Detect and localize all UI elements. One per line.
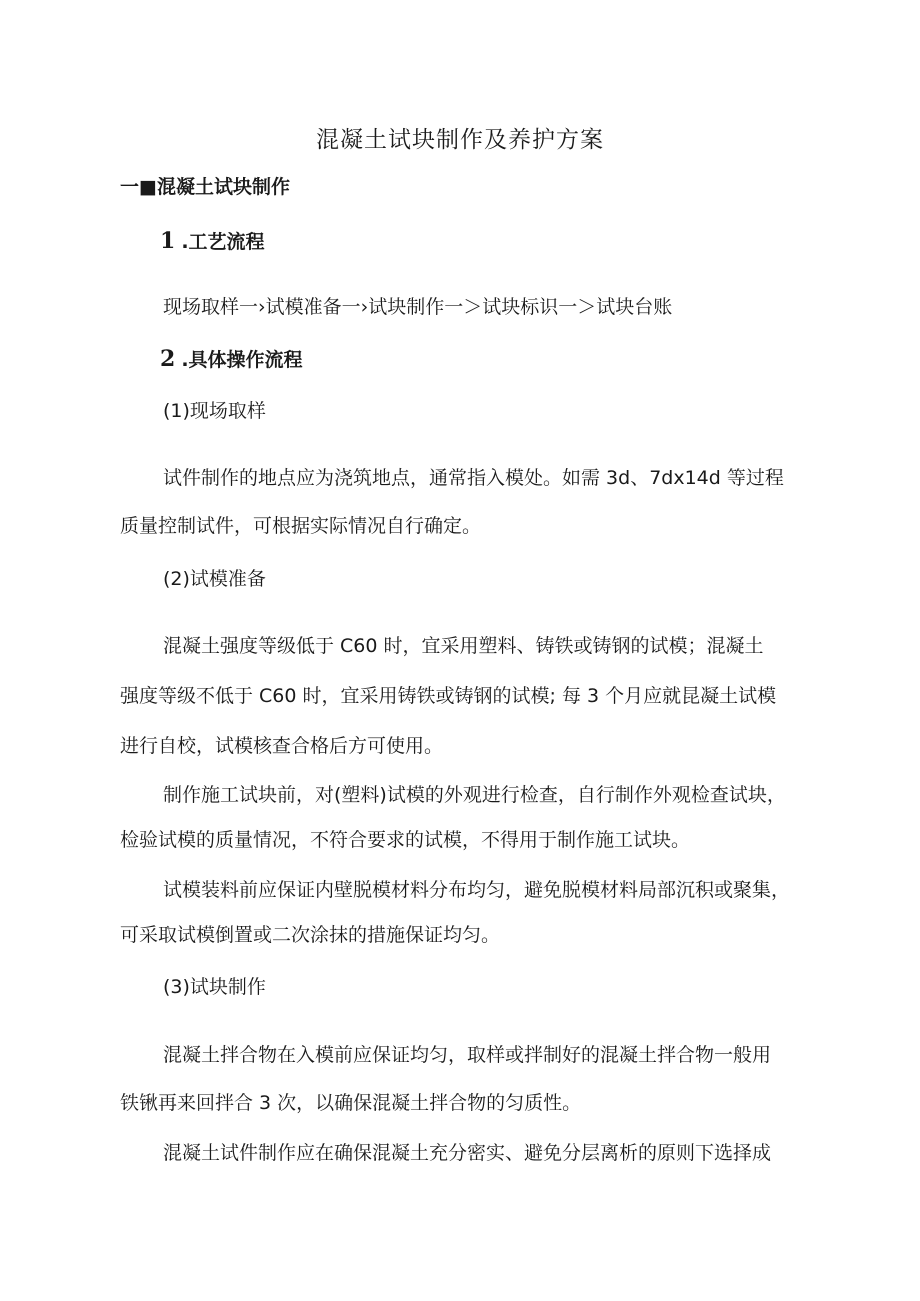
- paragraph-line: 检验试模的质量情况，不符合要求的试模，不得用于制作施工试块。: [120, 829, 691, 851]
- step-label: .具体操作流程: [181, 349, 303, 371]
- paragraph-line: 混凝土拌合物在入模前应保证均匀，取样或拌制好的混凝土拌合物一般用: [163, 1044, 772, 1066]
- step-number: 2: [160, 346, 176, 372]
- step-heading-1: [160, 229, 265, 254]
- step-label: .工艺流程: [181, 231, 265, 253]
- paragraph-line: 试件制作的地点应为浇筑地点，通常指入模处。如需 3d、7dx14d 等过程: [163, 467, 784, 489]
- section-heading-1: 一■混凝土试块制作: [120, 176, 290, 198]
- paragraph-line: 铁锹再来回拌合 3 次，以确保混凝土拌合物的匀质性。: [120, 1092, 582, 1114]
- paragraph-line: 质量控制试件，可根据实际情况自行确定。: [120, 515, 482, 537]
- paragraph-line: 试模装料前应保证内壁脱模材料分布均匀，避免脱模材料局部沉积或聚集，: [163, 879, 791, 901]
- paragraph-line: 混凝土试件制作应在确保混凝土充分密实、避免分层离析的原则下选择成: [163, 1142, 772, 1164]
- subheading-specimen-making: (3)试块制作: [163, 976, 266, 998]
- step-heading-2: [160, 347, 303, 372]
- paragraph-line: 可采取试模倒置或二次涂抹的措施保证均匀。: [120, 924, 501, 946]
- subheading-sampling: (1)现场取样: [163, 400, 266, 422]
- subheading-mold-prep: (2)试模准备: [163, 568, 266, 590]
- paragraph-line: 强度等级不低于 C60 时，宜采用铸铁或铸钢的试模; 每 3 个月应就昆凝土试模: [120, 685, 777, 707]
- step-number: 1: [160, 228, 176, 254]
- paragraph-line: 进行自校，试模核查合格后方可使用。: [120, 735, 444, 757]
- paragraph-line: 制作施工试块前，对(塑料)试模的外观进行检查，自行制作外观检查试块，: [163, 784, 786, 806]
- document-title: 混凝土试块制作及养护方案: [316, 127, 604, 153]
- process-flow: 现场取样一›试模准备一›试块制作一＞试块标识一＞试块台账: [163, 296, 673, 318]
- paragraph-line: 混凝土强度等级低于 C60 时，宜采用塑料、铸铁或铸钢的试模；混凝土: [163, 635, 764, 657]
